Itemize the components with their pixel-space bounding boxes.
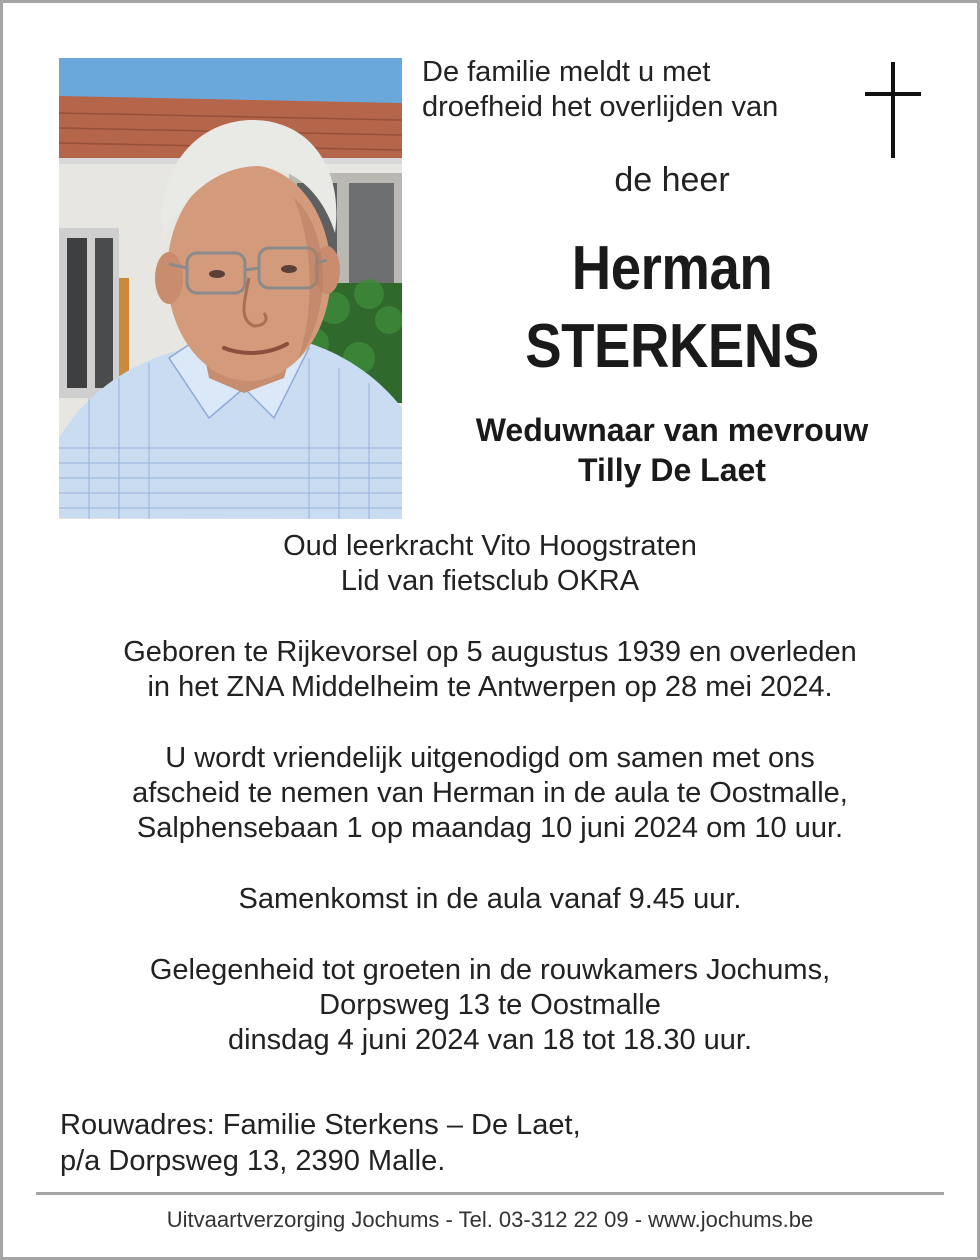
footer-divider bbox=[36, 1192, 944, 1195]
gathering-block bbox=[40, 882, 940, 917]
visitation-line-2: Dorpsweg 13 te Oostmalle bbox=[319, 989, 661, 1021]
birth-death-line-2: in het ZNA Middelheim te Antwerpen op 28 mei 2024. bbox=[147, 671, 833, 703]
mourning-address-line-1: Rouwadres: Familie Sterkens – De Laet, bbox=[60, 1109, 581, 1141]
portrait-photo bbox=[59, 58, 402, 519]
visitation-line-1: Gelegenheid tot groeten in de rouwkamers Jochums, bbox=[149, 954, 831, 986]
invitation-line-1: U wordt vriendelijk uitgenodigd om samen met ons bbox=[165, 742, 815, 774]
title-prefix: de heer bbox=[614, 161, 730, 199]
cross-icon bbox=[865, 62, 921, 158]
invitation-block bbox=[40, 741, 940, 846]
occupation-line-1: Oud leerkracht Vito Hoogstraten bbox=[283, 530, 697, 562]
funeral-home-footer: Uitvaartverzorging Jochums - Tel. 03-312 22 09 - www.jochums.be bbox=[166, 1207, 814, 1232]
visitation-line-3: dinsdag 4 juni 2024 van 18 tot 18.30 uur. bbox=[227, 1024, 753, 1056]
birth-death-block bbox=[40, 635, 940, 705]
deceased-last-name: STERKENS bbox=[525, 312, 819, 381]
deceased-name bbox=[443, 230, 901, 386]
intro-line-2: droefheid het overlijden van bbox=[422, 91, 779, 123]
intro-text bbox=[422, 55, 778, 125]
invitation-line-3: Salphensebaan 1 op maandag 10 juni 2024 om 10 uur. bbox=[136, 812, 844, 844]
widow-line-1: Weduwnaar van mevrouw bbox=[475, 412, 869, 448]
mourning-address-line-2: p/a Dorpsweg 13, 2390 Malle. bbox=[60, 1145, 446, 1177]
occupation-line-2: Lid van fietsclub OKRA bbox=[340, 565, 640, 597]
invitation-line-2: afscheid te nemen van Herman in de aula te Oostmalle, bbox=[132, 777, 848, 809]
visitation-block bbox=[40, 953, 940, 1058]
deceased-first-name: Herman bbox=[571, 234, 773, 303]
mourning-address bbox=[60, 1107, 581, 1179]
occupation-block bbox=[40, 529, 940, 599]
gathering-line: Samenkomst in de aula vanaf 9.45 uur. bbox=[238, 883, 742, 915]
widow-line-2: Tilly De Laet bbox=[578, 452, 766, 488]
birth-death-line-1: Geboren te Rijkevorsel op 5 augustus 1939 en overleden bbox=[123, 636, 857, 668]
intro-line-1: De familie meldt u met bbox=[422, 56, 711, 88]
widow-of bbox=[412, 410, 932, 490]
